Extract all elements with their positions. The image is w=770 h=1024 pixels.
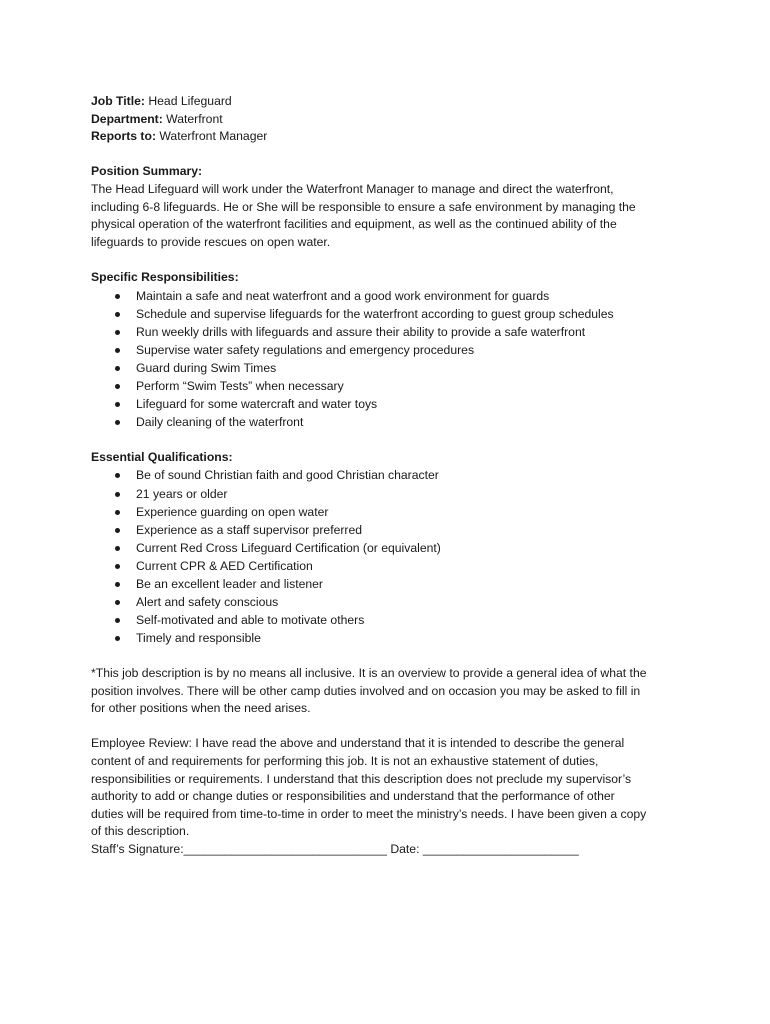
bullet-icon (115, 348, 120, 353)
review-line: duties will be required from time-to-time in order to meet the ministry’s needs. I have been given a copy (91, 806, 647, 821)
list-item (91, 629, 691, 647)
bullet-icon (115, 636, 120, 641)
list-item (91, 395, 691, 413)
bullet-icon (115, 546, 120, 551)
list-item-text: Timely and responsible (136, 631, 261, 646)
list-item-text: Supervise water safety regulations and emergency procedures (136, 342, 475, 357)
department-value: Waterfront (162, 111, 223, 126)
summary-line: lifeguards to provide rescues on open water. (91, 234, 331, 249)
job-title-line (91, 93, 691, 111)
responsibilities-heading: Specific Responsibilities: (91, 269, 239, 284)
list-item (91, 539, 691, 557)
job-description-document (91, 93, 691, 859)
list-item-text: Daily cleaning of the waterfront (136, 415, 304, 430)
list-item (91, 341, 691, 359)
responsibilities-list (91, 287, 691, 432)
department-label: Department: (91, 111, 163, 126)
bullet-icon (115, 312, 120, 317)
qualifications-list (91, 466, 691, 647)
list-item-text: Schedule and supervise lifeguards for the waterfront according to guest group schedules (136, 306, 614, 321)
list-item-text: Maintain a safe and neat waterfront and a good work environment for guards (136, 288, 550, 303)
disclaimer-line: position involves. There will be other camp duties involved and on occasion you may be asked to fill in (91, 683, 641, 698)
list-item (91, 611, 691, 629)
summary-line: The Head Lifeguard will work under the Waterfront Manager to manage and direct the waterfront, (91, 181, 614, 196)
list-item (91, 521, 691, 539)
bullet-icon (115, 384, 120, 389)
bullet-icon (115, 528, 120, 533)
list-item (91, 323, 691, 341)
bullet-icon (115, 402, 120, 407)
disclaimer-line: *This job description is by no means all inclusive. It is an overview to provide a general idea of what the (91, 666, 647, 680)
reports-to-label: Reports to: (91, 129, 156, 144)
bullet-icon (115, 294, 120, 299)
job-title-label: Job Title: (91, 94, 145, 108)
bullet-icon (115, 600, 120, 605)
disclaimer-line: for other positions when the need arises. (91, 701, 311, 716)
bullet-icon (115, 330, 120, 335)
list-item-text: 21 years or older (136, 486, 228, 501)
list-item (91, 287, 691, 305)
review-line: Employee Review: I have read the above and understand that it is intended to describe the general (91, 736, 625, 751)
review-line: authority to add or change duties or responsibilities and understand that the performance of other (91, 789, 615, 804)
bullet-icon (115, 510, 120, 515)
review-line: content of and requirements for performing this job. It is not an exhaustive statement of duties, (91, 753, 599, 768)
summary-line: physical operation of the waterfront facilities and equipment, as well as the continued ability of the (91, 217, 617, 232)
list-item (91, 485, 691, 503)
list-item-text: Experience as a staff supervisor preferred (136, 522, 363, 537)
position-summary-heading: Position Summary: (91, 164, 203, 179)
summary-line: including 6-8 lifeguards. He or She will be responsible to ensure a safe environment by managing the (91, 199, 636, 214)
list-item-text: Alert and safety conscious (136, 595, 279, 610)
list-item-text: Run weekly drills with lifeguards and assure their ability to provide a safe waterfront (136, 324, 586, 339)
list-item (91, 413, 691, 431)
department-line (91, 111, 691, 129)
list-item (91, 305, 691, 323)
list-item (91, 575, 691, 593)
bullet-icon (115, 492, 120, 497)
list-item-text: Be of sound Christian faith and good Christian character (136, 468, 439, 483)
list-item (91, 466, 691, 484)
bullet-icon (115, 582, 120, 587)
list-item-text: Perform “Swim Tests” when necessary (136, 379, 344, 393)
qualifications-heading: Essential Qualifications: (91, 449, 233, 464)
list-item-text: Be an excellent leader and listener (136, 577, 323, 592)
list-item (91, 593, 691, 611)
list-item-text: Current Red Cross Lifeguard Certification (or equivalent) (136, 540, 441, 555)
bullet-icon (115, 420, 120, 425)
reports-to-line (91, 128, 691, 146)
reports-to-value: Waterfront Manager (156, 129, 268, 144)
list-item-text: Experience guarding on open water (136, 504, 329, 519)
review-line: responsibilities or requirements. I understand that this description does not preclude my supervisor’s (91, 771, 632, 786)
list-item (91, 557, 691, 575)
bullet-icon (115, 473, 120, 478)
list-item (91, 377, 691, 395)
bullet-icon (115, 618, 120, 623)
list-item-text: Self-motivated and able to motivate others (136, 613, 365, 628)
list-item (91, 503, 691, 521)
bullet-icon (115, 366, 120, 371)
list-item (91, 359, 691, 377)
list-item-text: Current CPR & AED Certification (136, 558, 313, 573)
list-item-text: Guard during Swim Times (136, 360, 277, 375)
bullet-icon (115, 564, 120, 569)
list-item-text: Lifeguard for some watercraft and water toys (136, 397, 378, 412)
signature-line: Staff’s Signature:______________________________ Date: _______________________ (91, 841, 579, 856)
review-line: of this description. (91, 824, 190, 839)
job-title-value: Head Lifeguard (144, 94, 232, 108)
